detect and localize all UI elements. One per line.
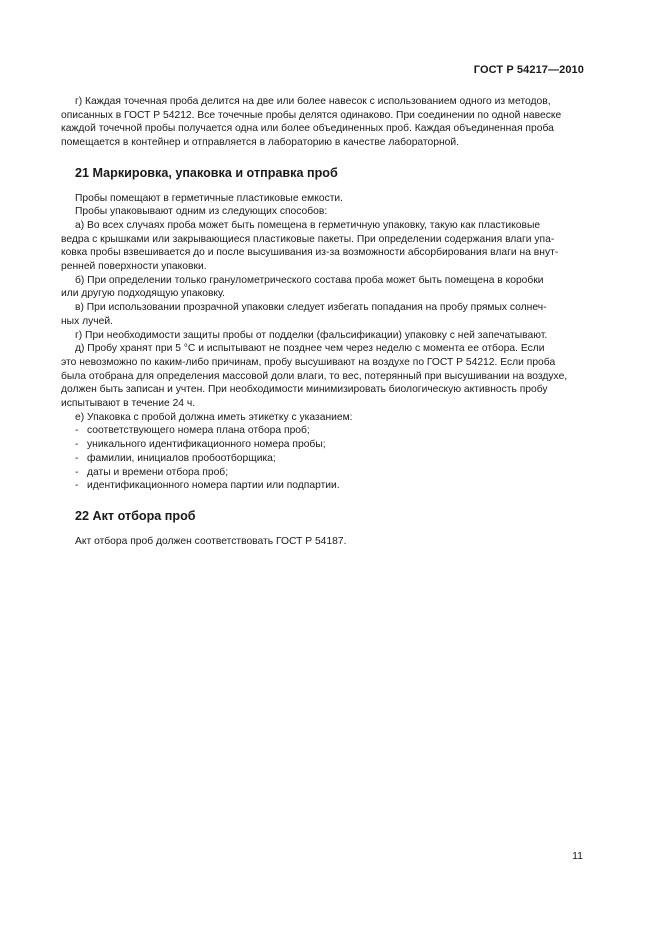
- section-21-body: [61, 192, 584, 493]
- text-line: е) Упаковка с пробой должна иметь этикетку с указанием:: [75, 411, 353, 423]
- text-line: ведра с крышками или закрывающиеся пластиковые пакеты. При определении содержания влаги упа-: [61, 233, 555, 245]
- text-line: помещается в контейнер и отправляется в лабораторию в качестве лабораторной.: [61, 137, 459, 149]
- text-line: каждой точечной пробы получается одна или более объединенных проб. Каждая объединенная проба: [61, 123, 554, 135]
- list-dash: -: [75, 452, 79, 464]
- section-22-text: Акт отбора проб должен соответствовать ГОСТ Р 54187.: [75, 535, 347, 547]
- page-content: [61, 95, 584, 548]
- text-line: Пробы упаковывают одним из следующих способов:: [75, 206, 328, 218]
- text-line: в) При использовании прозрачной упаковки следует избегать попадания на пробу прямых солнеч-: [75, 302, 547, 314]
- text-line: испытывают в течение 24 ч.: [61, 398, 196, 410]
- list-item-text: идентификационного номера партии или подпартии.: [87, 480, 340, 492]
- text-line: д) Пробу хранят при 5 °С и испытывают не позднее чем через неделю с момента ее отбора. Если: [75, 343, 545, 355]
- list-dash: -: [75, 466, 79, 478]
- page-number: 11: [572, 850, 583, 862]
- section-21-heading: 21 Маркировка, упаковка и отправка проб: [75, 165, 338, 180]
- list-item: [75, 479, 584, 493]
- list-dash: -: [75, 480, 79, 492]
- text-line: г) Каждая точечная проба делится на две или более навесок с использованием одного из методов,: [75, 96, 551, 107]
- text-line: г) При необходимости защиты пробы от подделки (фальсификации) упаковку с ней запечатывают.: [75, 329, 548, 341]
- text-line: а) Во всех случаях проба может быть помещена в герметичную упаковку, такую как пластиковые: [75, 219, 541, 231]
- list-item-text: соответствующего номера плана отбора проб;: [87, 425, 310, 437]
- text-line: ренней поверхности упаковки.: [61, 261, 207, 273]
- list-item: [75, 466, 584, 480]
- list-item: [75, 452, 584, 466]
- text-line: б) При определении только гранулометрического состава проба может быть помещена в коробки: [75, 274, 544, 286]
- top-paragraph: [61, 95, 584, 150]
- text-line: или другую подходящую упаковку.: [61, 288, 226, 300]
- text-line: ных лучей.: [61, 315, 113, 327]
- list-item-text: уникального идентификационного номера пробы;: [87, 439, 326, 451]
- text-line: Пробы помещают в герметичные пластиковые емкости.: [75, 192, 344, 204]
- list-dash: -: [75, 425, 79, 437]
- list-item-text: даты и времени отбора проб;: [87, 466, 229, 478]
- list-item-text: фамилии, инициалов пробоотборщика;: [87, 452, 276, 464]
- section-22-heading: 22 Акт отбора проб: [75, 508, 196, 523]
- list-dash: -: [75, 439, 79, 451]
- list-item: [75, 438, 584, 452]
- document-header: ГОСТ Р 54217—2010: [473, 64, 584, 76]
- text-line: это невозможно по каким-либо причинам, пробу высушивают на воздухе по ГОСТ Р 54212. Если проба: [61, 356, 556, 368]
- text-line: была отобрана для определения массовой доли влаги, то вес, потерянный при высушивании на воздухе,: [61, 370, 568, 382]
- list-item: [75, 424, 584, 438]
- text-line: описанных в ГОСТ Р 54212. Все точечные пробы делятся одинаково. При соединении по одной навеске: [61, 109, 562, 121]
- text-line: ковка пробы взвешивается до и после высушивания из-за возможности абсорбирования влаги на внут-: [61, 247, 559, 259]
- text-line: должен быть записан и учтен. При необходимости минимизировать биологическую активность пробу: [61, 384, 548, 396]
